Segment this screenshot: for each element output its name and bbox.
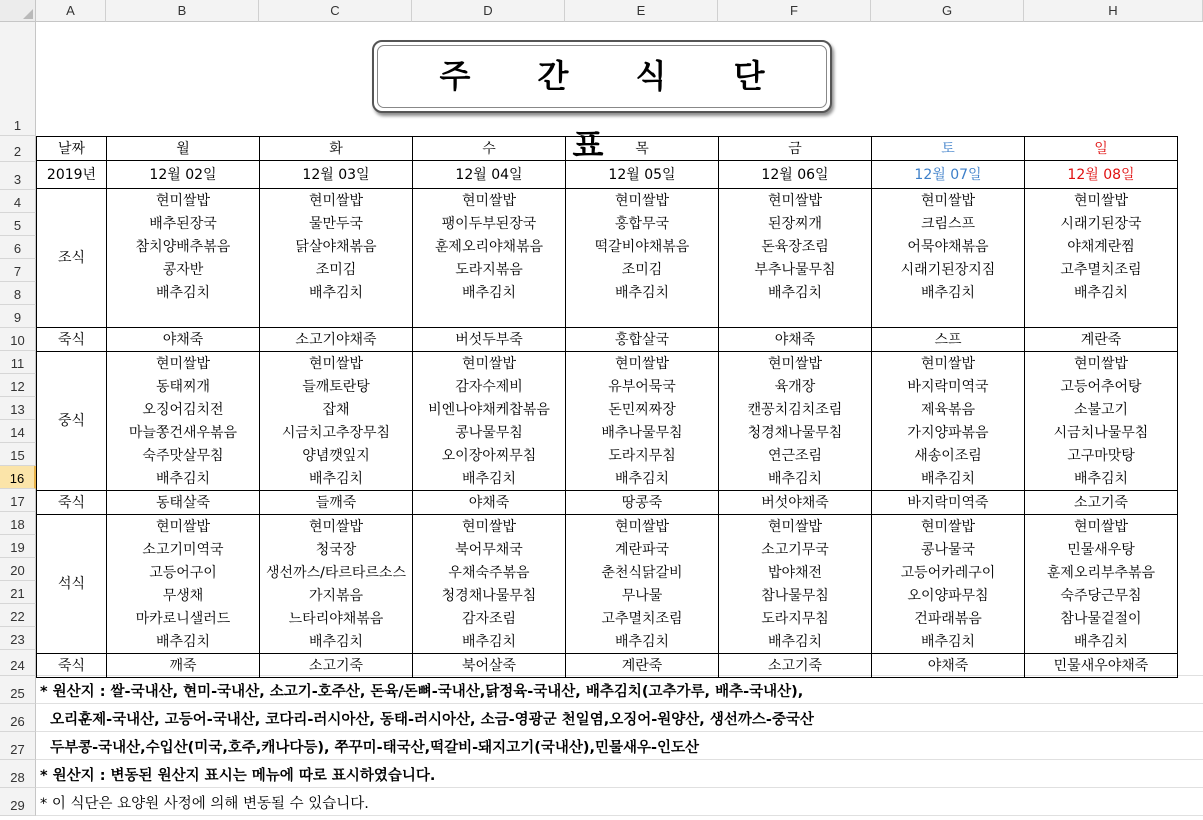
menu-cell[interactable]: 참나물겉절이 [1025, 607, 1178, 630]
row-number: 3 [13, 172, 22, 187]
row-header-9[interactable] [0, 305, 36, 328]
row-number: 20 [10, 563, 25, 578]
menu-cell[interactable]: 마카로니샐러드 [107, 607, 260, 630]
menu-cell[interactable]: 배추김치 [413, 467, 566, 491]
row-number: 9 [13, 310, 22, 325]
menu-cell[interactable]: 느타리야채볶음 [260, 607, 413, 630]
row-number: 25 [10, 686, 25, 701]
meal-label-cell[interactable]: 죽식 [37, 328, 107, 352]
menu-cell[interactable]: 계란파국 [566, 538, 719, 561]
menu-cell[interactable]: 콩나물국 [872, 538, 1025, 561]
row-number: 22 [10, 609, 25, 624]
menu-cell[interactable]: 소고기무국 [719, 538, 872, 561]
menu-cell[interactable]: 오징어김치전 [107, 398, 260, 421]
gridline [36, 787, 1203, 788]
menu-row [37, 352, 1178, 376]
day-header-cell[interactable]: 수 [413, 137, 566, 161]
menu-row [37, 630, 1178, 654]
porridge-cell[interactable]: 소고기야채죽 [260, 328, 413, 352]
menu-cell[interactable]: 현미쌀밥 [1025, 352, 1178, 376]
meal-label-cell[interactable]: 죽식 [37, 491, 107, 515]
row-number: 15 [10, 448, 25, 463]
menu-cell[interactable]: 가지양파볶음 [872, 421, 1025, 444]
row-number: 21 [10, 586, 25, 601]
menu-cell[interactable]: 부추나물무침 [719, 258, 872, 281]
row-header-26[interactable] [0, 704, 36, 732]
row-number: 26 [10, 714, 25, 729]
menu-cell[interactable]: 배추김치 [413, 630, 566, 654]
menu-cell[interactable]: 우채숙주볶음 [413, 561, 566, 584]
menu-cell[interactable]: 건파래볶음 [872, 607, 1025, 630]
menu-cell[interactable]: 시래기된장국 [1025, 212, 1178, 235]
menu-cell[interactable]: 무나물 [566, 584, 719, 607]
row-number: 7 [13, 264, 22, 279]
date-cell[interactable]: 12월 06일 [719, 161, 872, 189]
menu-cell[interactable]: 배추김치 [566, 630, 719, 654]
row-header-19[interactable] [0, 535, 36, 558]
row-number: 18 [10, 517, 25, 532]
menu-cell[interactable]: 현미쌀밥 [872, 189, 1025, 213]
menu-cell[interactable]: 배추김치 [1025, 630, 1178, 654]
day-header-cell[interactable]: 일 [1025, 137, 1178, 161]
menu-row [37, 212, 1178, 235]
row-header-16[interactable] [0, 466, 36, 489]
row-number: 29 [10, 798, 25, 813]
menu-cell[interactable] [1025, 304, 1178, 328]
row-number: 1 [13, 118, 22, 133]
porridge-cell[interactable]: 버섯야채죽 [719, 491, 872, 515]
porridge-row [37, 328, 1178, 352]
row-number: 14 [10, 425, 25, 440]
porridge-cell[interactable]: 야채죽 [719, 328, 872, 352]
row-header-24[interactable] [0, 650, 36, 676]
row-number: 19 [10, 540, 25, 555]
porridge-cell[interactable]: 야채죽 [107, 328, 260, 352]
porridge-cell[interactable]: 야채죽 [872, 654, 1025, 678]
date-cell[interactable]: 12월 07일 [872, 161, 1025, 189]
row-header-3[interactable] [0, 162, 36, 190]
row-number: 28 [10, 770, 25, 785]
column-header-f[interactable]: F [718, 0, 871, 22]
menu-row [37, 258, 1178, 281]
menu-cell[interactable]: 배추김치 [719, 281, 872, 304]
porridge-row [37, 654, 1178, 678]
porridge-cell[interactable]: 동태살죽 [107, 491, 260, 515]
menu-cell[interactable]: 고등어카레구이 [872, 561, 1025, 584]
row-header-25[interactable] [0, 676, 36, 704]
meal-label-cell[interactable]: 중식 [37, 352, 107, 491]
porridge-cell[interactable]: 계란죽 [566, 654, 719, 678]
menu-cell[interactable]: 현미쌀밥 [260, 189, 413, 213]
menu-cell[interactable]: 배추김치 [872, 467, 1025, 491]
row-number: 27 [10, 742, 25, 757]
menu-cell[interactable]: 감자수제비 [413, 375, 566, 398]
menu-cell[interactable]: 양념깻잎지 [260, 444, 413, 467]
column-header-e[interactable]: E [565, 0, 718, 22]
menu-row [37, 235, 1178, 258]
row-number: 23 [10, 632, 25, 647]
menu-cell[interactable]: 고등어추어탕 [1025, 375, 1178, 398]
page-title: 주 간 식 단 표 [439, 57, 793, 164]
menu-cell[interactable]: 배추김치 [566, 467, 719, 491]
porridge-cell[interactable]: 소고기죽 [719, 654, 872, 678]
row-number: 8 [13, 287, 22, 302]
porridge-cell[interactable]: 계란죽 [1025, 328, 1178, 352]
gridline [36, 759, 1203, 760]
menu-cell[interactable]: 유부어묵국 [566, 375, 719, 398]
row-number: 24 [10, 658, 25, 673]
date-row [37, 161, 1178, 189]
menu-cell[interactable]: 배추김치 [260, 467, 413, 491]
menu-cell[interactable]: 들깨토란탕 [260, 375, 413, 398]
menu-cell[interactable]: 현미쌀밥 [872, 515, 1025, 539]
menu-cell[interactable]: 청국장 [260, 538, 413, 561]
menu-cell[interactable]: 도라지무침 [719, 607, 872, 630]
meal-label-cell[interactable]: 조식 [37, 189, 107, 328]
day-header-cell[interactable]: 토 [872, 137, 1025, 161]
menu-row [37, 281, 1178, 304]
menu-row [37, 375, 1178, 398]
note-line[interactable]: * 이 식단은 요양원 사정에 의해 변동될 수 있습니다. [40, 796, 369, 812]
menu-cell[interactable]: 생선까스/타르타르소스 [260, 561, 413, 584]
menu-cell[interactable]: 배추김치 [1025, 467, 1178, 491]
row-header-28[interactable] [0, 760, 36, 788]
menu-cell[interactable]: 마늘쫑건새우볶음 [107, 421, 260, 444]
date-cell[interactable]: 12월 05일 [566, 161, 719, 189]
menu-row [37, 398, 1178, 421]
menu-cell[interactable]: 배추김치 [719, 630, 872, 654]
menu-cell[interactable]: 현미쌀밥 [566, 515, 719, 539]
menu-cell[interactable]: 훈제오리야채볶음 [413, 235, 566, 258]
menu-cell[interactable]: 참치양배추볶음 [107, 235, 260, 258]
menu-cell[interactable]: 조미김 [260, 258, 413, 281]
day-row [37, 137, 1178, 161]
menu-cell[interactable]: 캔꽁치김치조림 [719, 398, 872, 421]
menu-cell[interactable]: 현미쌀밥 [1025, 189, 1178, 213]
menu-cell[interactable]: 현미쌀밥 [719, 189, 872, 213]
porridge-cell[interactable]: 홍합살국 [566, 328, 719, 352]
menu-cell[interactable]: 현미쌀밥 [413, 189, 566, 213]
menu-row [37, 515, 1178, 539]
menu-cell[interactable]: 민물새우탕 [1025, 538, 1178, 561]
menu-cell[interactable] [107, 304, 260, 328]
menu-cell[interactable]: 콩자반 [107, 258, 260, 281]
menu-cell[interactable]: 현미쌀밥 [566, 189, 719, 213]
row-header-14[interactable] [0, 420, 36, 443]
menu-cell[interactable]: 배추김치 [719, 467, 872, 491]
select-all-corner[interactable] [0, 0, 36, 22]
column-header-a[interactable]: A [36, 0, 106, 22]
menu-cell[interactable]: 물만두국 [260, 212, 413, 235]
row-number: 12 [10, 379, 25, 394]
menu-cell[interactable]: 도라지무침 [566, 444, 719, 467]
note-line[interactable]: * 원산지 : 쌀-국내산, 현미-국내산, 소고기-호주산, 돈육/돈뼈-국내산,닭정육-국내산, 배추김치(고추가루, 배추-국내산), [40, 684, 804, 700]
porridge-cell[interactable]: 땅콩죽 [566, 491, 719, 515]
row-number: 4 [13, 195, 22, 210]
menu-cell[interactable]: 현미쌀밥 [413, 352, 566, 376]
porridge-cell[interactable]: 버섯두부죽 [413, 328, 566, 352]
row-number: 17 [10, 494, 25, 509]
title-box[interactable] [372, 40, 832, 164]
menu-cell[interactable]: 고등어구이 [107, 561, 260, 584]
porridge-cell[interactable]: 소고기죽 [1025, 491, 1178, 515]
menu-table [36, 136, 1178, 678]
menu-cell[interactable]: 소불고기 [1025, 398, 1178, 421]
gridline [36, 731, 1203, 732]
menu-cell[interactable]: 떡갈비야채볶음 [566, 235, 719, 258]
menu-cell[interactable]: 바지락미역국 [872, 375, 1025, 398]
menu-cell[interactable]: 배추김치 [107, 467, 260, 491]
menu-cell[interactable]: 북어무채국 [413, 538, 566, 561]
menu-cell[interactable]: 콩나물무침 [413, 421, 566, 444]
menu-cell[interactable]: 야채계란찜 [1025, 235, 1178, 258]
column-header-c[interactable]: C [259, 0, 412, 22]
row-header-4[interactable] [0, 190, 36, 213]
date-cell[interactable]: 12월 04일 [413, 161, 566, 189]
menu-cell[interactable]: 닭살야채볶음 [260, 235, 413, 258]
porridge-cell[interactable]: 스프 [872, 328, 1025, 352]
menu-cell[interactable]: 현미쌀밥 [872, 352, 1025, 376]
menu-cell[interactable]: 시래기된장지짐 [872, 258, 1025, 281]
menu-cell[interactable]: 된장찌개 [719, 212, 872, 235]
menu-cell[interactable]: 제육볶음 [872, 398, 1025, 421]
date-label-cell[interactable]: 날짜 [37, 137, 107, 161]
menu-row [37, 607, 1178, 630]
menu-row [37, 467, 1178, 491]
day-header-cell[interactable]: 화 [260, 137, 413, 161]
menu-cell[interactable]: 청경채나물무침 [413, 584, 566, 607]
row-header-2[interactable] [0, 136, 36, 162]
menu-cell[interactable]: 크림스프 [872, 212, 1025, 235]
row-header-12[interactable] [0, 374, 36, 397]
note-line[interactable]: 두부콩-국내산,수입산(미국,호주,캐나다등), 쭈꾸미-태국산,떡갈비-돼지고기(국내산),민물새우-인도산 [40, 740, 700, 756]
menu-cell[interactable]: 배추김치 [872, 630, 1025, 654]
row-header-27[interactable] [0, 732, 36, 760]
row-header-7[interactable] [0, 259, 36, 282]
menu-cell[interactable]: 배추김치 [107, 281, 260, 304]
menu-cell[interactable] [413, 304, 566, 328]
row-header-18[interactable] [0, 512, 36, 535]
menu-cell[interactable] [719, 304, 872, 328]
menu-cell[interactable]: 배추김치 [872, 281, 1025, 304]
menu-cell[interactable] [872, 304, 1025, 328]
porridge-cell[interactable]: 북어살죽 [413, 654, 566, 678]
menu-cell[interactable]: 훈제오리부추볶음 [1025, 561, 1178, 584]
menu-cell[interactable]: 어묵야채볶음 [872, 235, 1025, 258]
menu-cell[interactable]: 춘천식닭갈비 [566, 561, 719, 584]
row-header-13[interactable] [0, 397, 36, 420]
porridge-cell[interactable]: 야채죽 [413, 491, 566, 515]
menu-cell[interactable]: 배추김치 [1025, 281, 1178, 304]
row-header-20[interactable] [0, 558, 36, 581]
menu-cell[interactable]: 현미쌀밥 [566, 352, 719, 376]
porridge-cell[interactable]: 깨죽 [107, 654, 260, 678]
row-number: 11 [10, 356, 25, 371]
menu-cell[interactable]: 오이양파무침 [872, 584, 1025, 607]
row-header-10[interactable] [0, 328, 36, 351]
menu-cell[interactable]: 청경채나물무침 [719, 421, 872, 444]
column-header-b[interactable]: B [106, 0, 259, 22]
menu-cell[interactable]: 시금치고추장무침 [260, 421, 413, 444]
menu-cell[interactable]: 동태찌개 [107, 375, 260, 398]
menu-cell[interactable]: 배추나물무침 [566, 421, 719, 444]
meal-label-cell[interactable]: 석식 [37, 515, 107, 654]
menu-cell[interactable]: 홍합무국 [566, 212, 719, 235]
menu-row [37, 421, 1178, 444]
menu-cell[interactable]: 비엔나야채케찹볶음 [413, 398, 566, 421]
menu-cell[interactable]: 현미쌀밥 [260, 352, 413, 376]
row-number: 6 [13, 241, 22, 256]
menu-row [37, 304, 1178, 328]
date-cell[interactable]: 12월 02일 [107, 161, 260, 189]
menu-cell[interactable]: 현미쌀밥 [719, 352, 872, 376]
menu-cell[interactable]: 돈육장조림 [719, 235, 872, 258]
menu-cell[interactable]: 현미쌀밥 [260, 515, 413, 539]
menu-cell[interactable]: 가지볶음 [260, 584, 413, 607]
menu-cell[interactable]: 고구마맛탕 [1025, 444, 1178, 467]
menu-cell[interactable]: 현미쌀밥 [107, 352, 260, 376]
menu-row [37, 444, 1178, 467]
date-cell[interactable]: 12월 03일 [260, 161, 413, 189]
note-line[interactable]: * 원산지 : 변동된 원산지 표시는 메뉴에 따로 표시하였습니다. [40, 768, 436, 784]
menu-cell[interactable]: 팽이두부된장국 [413, 212, 566, 235]
row-header-22[interactable] [0, 604, 36, 627]
day-header-cell[interactable]: 목 [566, 137, 719, 161]
menu-cell[interactable]: 배추김치 [107, 630, 260, 654]
row-number: 2 [13, 144, 22, 159]
year-cell[interactable]: 2019년 [37, 161, 107, 189]
menu-cell[interactable]: 육개장 [719, 375, 872, 398]
menu-cell[interactable]: 잡채 [260, 398, 413, 421]
menu-row [37, 189, 1178, 213]
menu-cell[interactable]: 무생채 [107, 584, 260, 607]
column-header-g[interactable]: G [871, 0, 1024, 22]
day-header-cell[interactable]: 월 [107, 137, 260, 161]
porridge-cell[interactable]: 민물새우야채죽 [1025, 654, 1178, 678]
row-number: 16 [9, 471, 25, 486]
menu-cell[interactable]: 배추김치 [566, 281, 719, 304]
menu-cell[interactable]: 도라지볶음 [413, 258, 566, 281]
row-number: 5 [13, 218, 22, 233]
gridline [36, 815, 1203, 816]
row-header-15[interactable] [0, 443, 36, 466]
menu-cell[interactable]: 조미김 [566, 258, 719, 281]
meal-label-cell[interactable]: 죽식 [37, 654, 107, 678]
row-number: 10 [10, 333, 25, 348]
menu-cell[interactable]: 오이장아찌무침 [413, 444, 566, 467]
menu-cell[interactable]: 배추김치 [260, 630, 413, 654]
row-header-11[interactable] [0, 351, 36, 374]
menu-cell[interactable]: 밥야채전 [719, 561, 872, 584]
menu-cell[interactable]: 현미쌀밥 [719, 515, 872, 539]
porridge-cell[interactable]: 바지락미역죽 [872, 491, 1025, 515]
menu-cell[interactable]: 돈민찌짜장 [566, 398, 719, 421]
row-number: 13 [10, 402, 25, 417]
row-header-23[interactable] [0, 627, 36, 650]
menu-cell[interactable]: 새송이조림 [872, 444, 1025, 467]
row-header-6[interactable] [0, 236, 36, 259]
menu-cell[interactable]: 시금치나물무침 [1025, 421, 1178, 444]
porridge-cell[interactable]: 들깨죽 [260, 491, 413, 515]
menu-cell[interactable] [260, 304, 413, 328]
menu-cell[interactable]: 감자조림 [413, 607, 566, 630]
row-header-21[interactable] [0, 581, 36, 604]
menu-cell[interactable]: 현미쌀밥 [413, 515, 566, 539]
porridge-cell[interactable]: 소고기죽 [260, 654, 413, 678]
menu-row [37, 584, 1178, 607]
menu-cell[interactable]: 숙주당근무침 [1025, 584, 1178, 607]
menu-cell[interactable] [566, 304, 719, 328]
menu-cell[interactable]: 참나물무침 [719, 584, 872, 607]
menu-cell[interactable]: 고추멸치조림 [1025, 258, 1178, 281]
gridline [36, 703, 1203, 704]
menu-cell[interactable]: 현미쌀밥 [1025, 515, 1178, 539]
menu-cell[interactable]: 현미쌀밥 [107, 189, 260, 213]
column-header-d[interactable]: D [412, 0, 565, 22]
row-header-1[interactable] [0, 22, 36, 136]
menu-cell[interactable]: 숙주맛살무침 [107, 444, 260, 467]
row-header-5[interactable] [0, 213, 36, 236]
menu-cell[interactable]: 배추된장국 [107, 212, 260, 235]
row-header-29[interactable] [0, 788, 36, 816]
porridge-row [37, 491, 1178, 515]
menu-cell[interactable]: 연근조림 [719, 444, 872, 467]
row-header-8[interactable] [0, 282, 36, 305]
menu-cell[interactable]: 현미쌀밥 [107, 515, 260, 539]
date-cell[interactable]: 12월 08일 [1025, 161, 1178, 189]
menu-cell[interactable]: 배추김치 [260, 281, 413, 304]
menu-cell[interactable]: 소고기미역국 [107, 538, 260, 561]
row-header-17[interactable] [0, 489, 36, 512]
menu-row [37, 561, 1178, 584]
menu-row [37, 538, 1178, 561]
day-header-cell[interactable]: 금 [719, 137, 872, 161]
note-line[interactable]: 오리훈제-국내산, 고등어-국내산, 코다리-러시아산, 동태-러시아산, 소금-영광군 천일염,오징어-원양산, 생선까스-중국산 [40, 712, 814, 728]
menu-cell[interactable]: 배추김치 [413, 281, 566, 304]
column-header-h[interactable]: H [1024, 0, 1203, 22]
menu-cell[interactable]: 고추멸치조림 [566, 607, 719, 630]
